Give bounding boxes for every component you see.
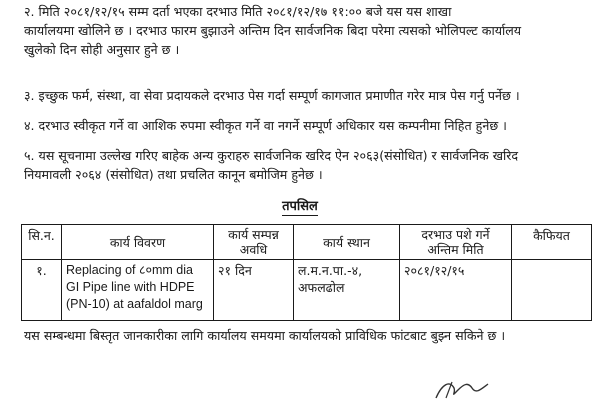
header-duration: कार्य सम्पन्न अवधि [214,225,294,260]
footer-note: यस सम्बन्धमा बिस्तृत जानकारीका लागि कार्यालय समयमा कार्यालयको प्राविधिक फांटबाट बुझ्न सकिने छ । [24,328,506,343]
cell-deadline: २०८१/१२/१५ [400,260,512,321]
cell-description: Replacing of ८०mm dia GI Pipe line with HDPE (PN-10) at aafaldol marg [62,260,214,321]
schedule-heading-text: तपसिल [282,199,318,214]
cell-sn: १. [22,260,62,321]
table-row [22,260,592,321]
header-sn: सि.न. [22,225,62,260]
table-header-row [22,225,592,260]
notice-paragraph-3: ३. इच्छुक फर्म, संस्था, वा सेवा प्रदायकले दरभाउ पेस गर्दा सम्पूर्ण कागजात प्रमाणीत गरेर मात्र पेस गर्नु पर्नेछ । [24,88,520,103]
header-remarks: कैफियत [512,225,592,260]
schedule-heading [0,196,600,214]
header-location: कार्य स्थान [294,225,400,260]
signature-mark [432,378,492,400]
notice-paragraph-2: २. मिति २०८१/१२/१५ सम्म दर्ता भएका दरभाउ मिति २०८१/१२/१७ ११:०० बजे यस यस शाखा कार्यालयमा खोलिने छ । दरभाउ फारम बुझाउने अन्तिम दिन सार्वजनिक बिदा परेमा त्यसको भोलिपल्ट कार्यालय खुलेको दिन सोही अनुसार हुने छ । [24,4,522,57]
notice-paragraph-4: ४. दरभाउ स्वीकृत गर्ने वा आशिक रुपमा स्वीकृत गर्ने वा नगर्ने सम्पूर्ण अधिकार यस कम्पनीमा निहित हुनेछ । [24,118,507,133]
header-deadline: दरभाउ पशे गर्ने अन्तिम मिति [400,225,512,260]
notice-paragraph-5: ५. यस सूचनामा उल्लेख गरिए बाहेक अन्य कुराहरु सार्वजनिक खरिद ऐन २०६३(संसोधित) र सार्वजनिक खरिद नियमावली २०६४ (संसोधित) तथा प्रचलित कानून बमोजिम हुनेछ । [24,148,519,182]
tender-table [21,224,592,321]
header-description: कार्य विवरण [62,225,214,260]
cell-location: ल.म.न.पा.-४, अफलढोल [294,260,400,321]
cell-remarks [512,260,592,321]
cell-duration: २१ दिन [214,260,294,321]
